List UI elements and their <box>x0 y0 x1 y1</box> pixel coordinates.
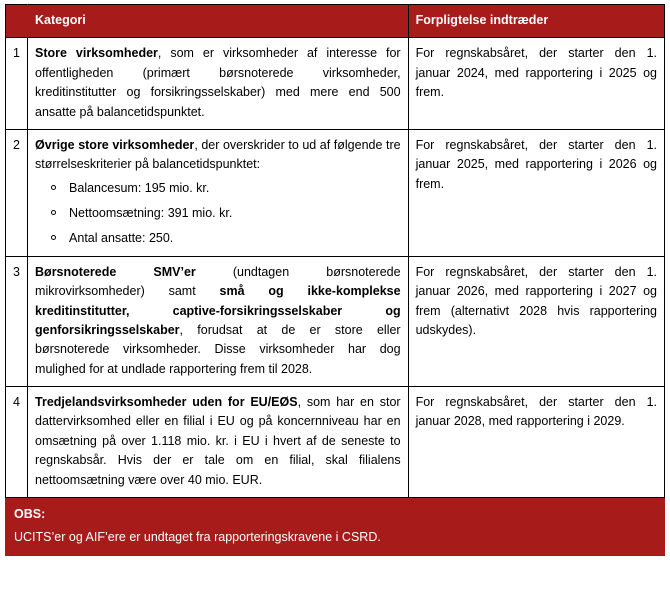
table-header-row <box>6 5 665 38</box>
table-row <box>6 387 665 498</box>
category-rest: , som har en stor dattervirksomhed eller en filial i EU og på koncernniveau har en omsætning på over 1.118 mio. kr. i EU i hvert af de seneste to regnskabsår. Hvis der er tale om en filial, skal filialens nettoomsætning være over 40 mio. EUR. <box>35 395 401 487</box>
row-obligation <box>408 129 664 256</box>
obligation-text: For regnskabsåret, der starter den 1. januar 2024, med rapportering i 2025 og frem. <box>415 46 657 100</box>
obligation-text: For regnskabsåret, der starter den 1. januar 2025, med rapportering i 2026 og frem. <box>415 137 657 191</box>
table-row <box>6 256 665 386</box>
row-obligation <box>408 387 664 498</box>
row-category <box>28 129 409 256</box>
column-header-obligation: Forpligtelse indtræder <box>408 5 664 38</box>
row-number: 4 <box>6 387 28 498</box>
table-footer <box>6 497 665 555</box>
row-number: 1 <box>6 38 28 130</box>
category-rest: , forudsat at de er store eller børsnoterede virksomheder. Disse virksomheder har dog mulighed for at undlade rapportering frem til 2028. <box>35 322 401 376</box>
category-rest: , som er virksomheder af interesse for offentligheden (primært børsnoterede virksomheder, kreditinstitutter og forsikringsselskaber) med mere end 500 ansatte på balancetidspunktet. <box>35 46 401 119</box>
category-lead: Børsnoterede SMV’er <box>35 264 196 279</box>
table-header <box>6 5 665 38</box>
table-row <box>6 129 665 256</box>
obligation-text: For regnskabsåret, der starter den 1. januar 2028, med rapportering i 2029. <box>415 395 657 429</box>
list-item: Balancesum: 195 mio. kr. <box>69 179 401 198</box>
category-rest: , der overskrider to ud af følgende tre størrelseskriterier på balancetidspunktet: <box>35 137 401 172</box>
column-header-category: Kategori <box>28 5 409 38</box>
csrd-requirements-table <box>5 4 665 556</box>
category-text <box>35 263 401 379</box>
table-body <box>6 38 665 498</box>
row-number: 2 <box>6 129 28 256</box>
footer-note <box>6 497 665 555</box>
list-item: Antal ansatte: 250. <box>69 229 401 248</box>
obligation-text: For regnskabsåret, der starter den 1. januar 2026, med rapportering i 2027 og frem (alternativt 2028 hvis rapportering udskydes). <box>415 264 657 337</box>
row-obligation <box>408 38 664 130</box>
list-item: Nettoomsætning: 391 mio. kr. <box>69 204 401 223</box>
category-text <box>35 393 401 490</box>
column-header-number <box>6 5 28 38</box>
table-row <box>6 38 665 130</box>
footer-note-text: UCITS’er og AIF’ere er undtaget fra rapporteringskravene i CSRD. <box>14 529 381 544</box>
category-lead: Øvrige store virksomheder <box>35 137 195 152</box>
row-category <box>28 387 409 498</box>
category-text <box>35 136 401 175</box>
category-text <box>35 44 401 122</box>
row-number: 3 <box>6 256 28 386</box>
row-category <box>28 38 409 130</box>
footer-row <box>6 497 665 555</box>
category-lead-secondary: små og ikke-komplekse kreditinstitutter, captive-forsikringsselskaber og genforsikringsselskaber <box>35 284 401 337</box>
category-mid: (undtagen børsnoterede mikrovirksomheder) samt <box>35 264 401 299</box>
footer-note-title: OBS: <box>14 506 46 521</box>
size-criteria-list <box>35 179 401 249</box>
category-lead: Store virksomheder <box>35 46 158 61</box>
row-category <box>28 256 409 386</box>
row-obligation <box>408 256 664 386</box>
category-lead: Tredjelandsvirksomheder uden for EU/EØS <box>35 395 298 409</box>
